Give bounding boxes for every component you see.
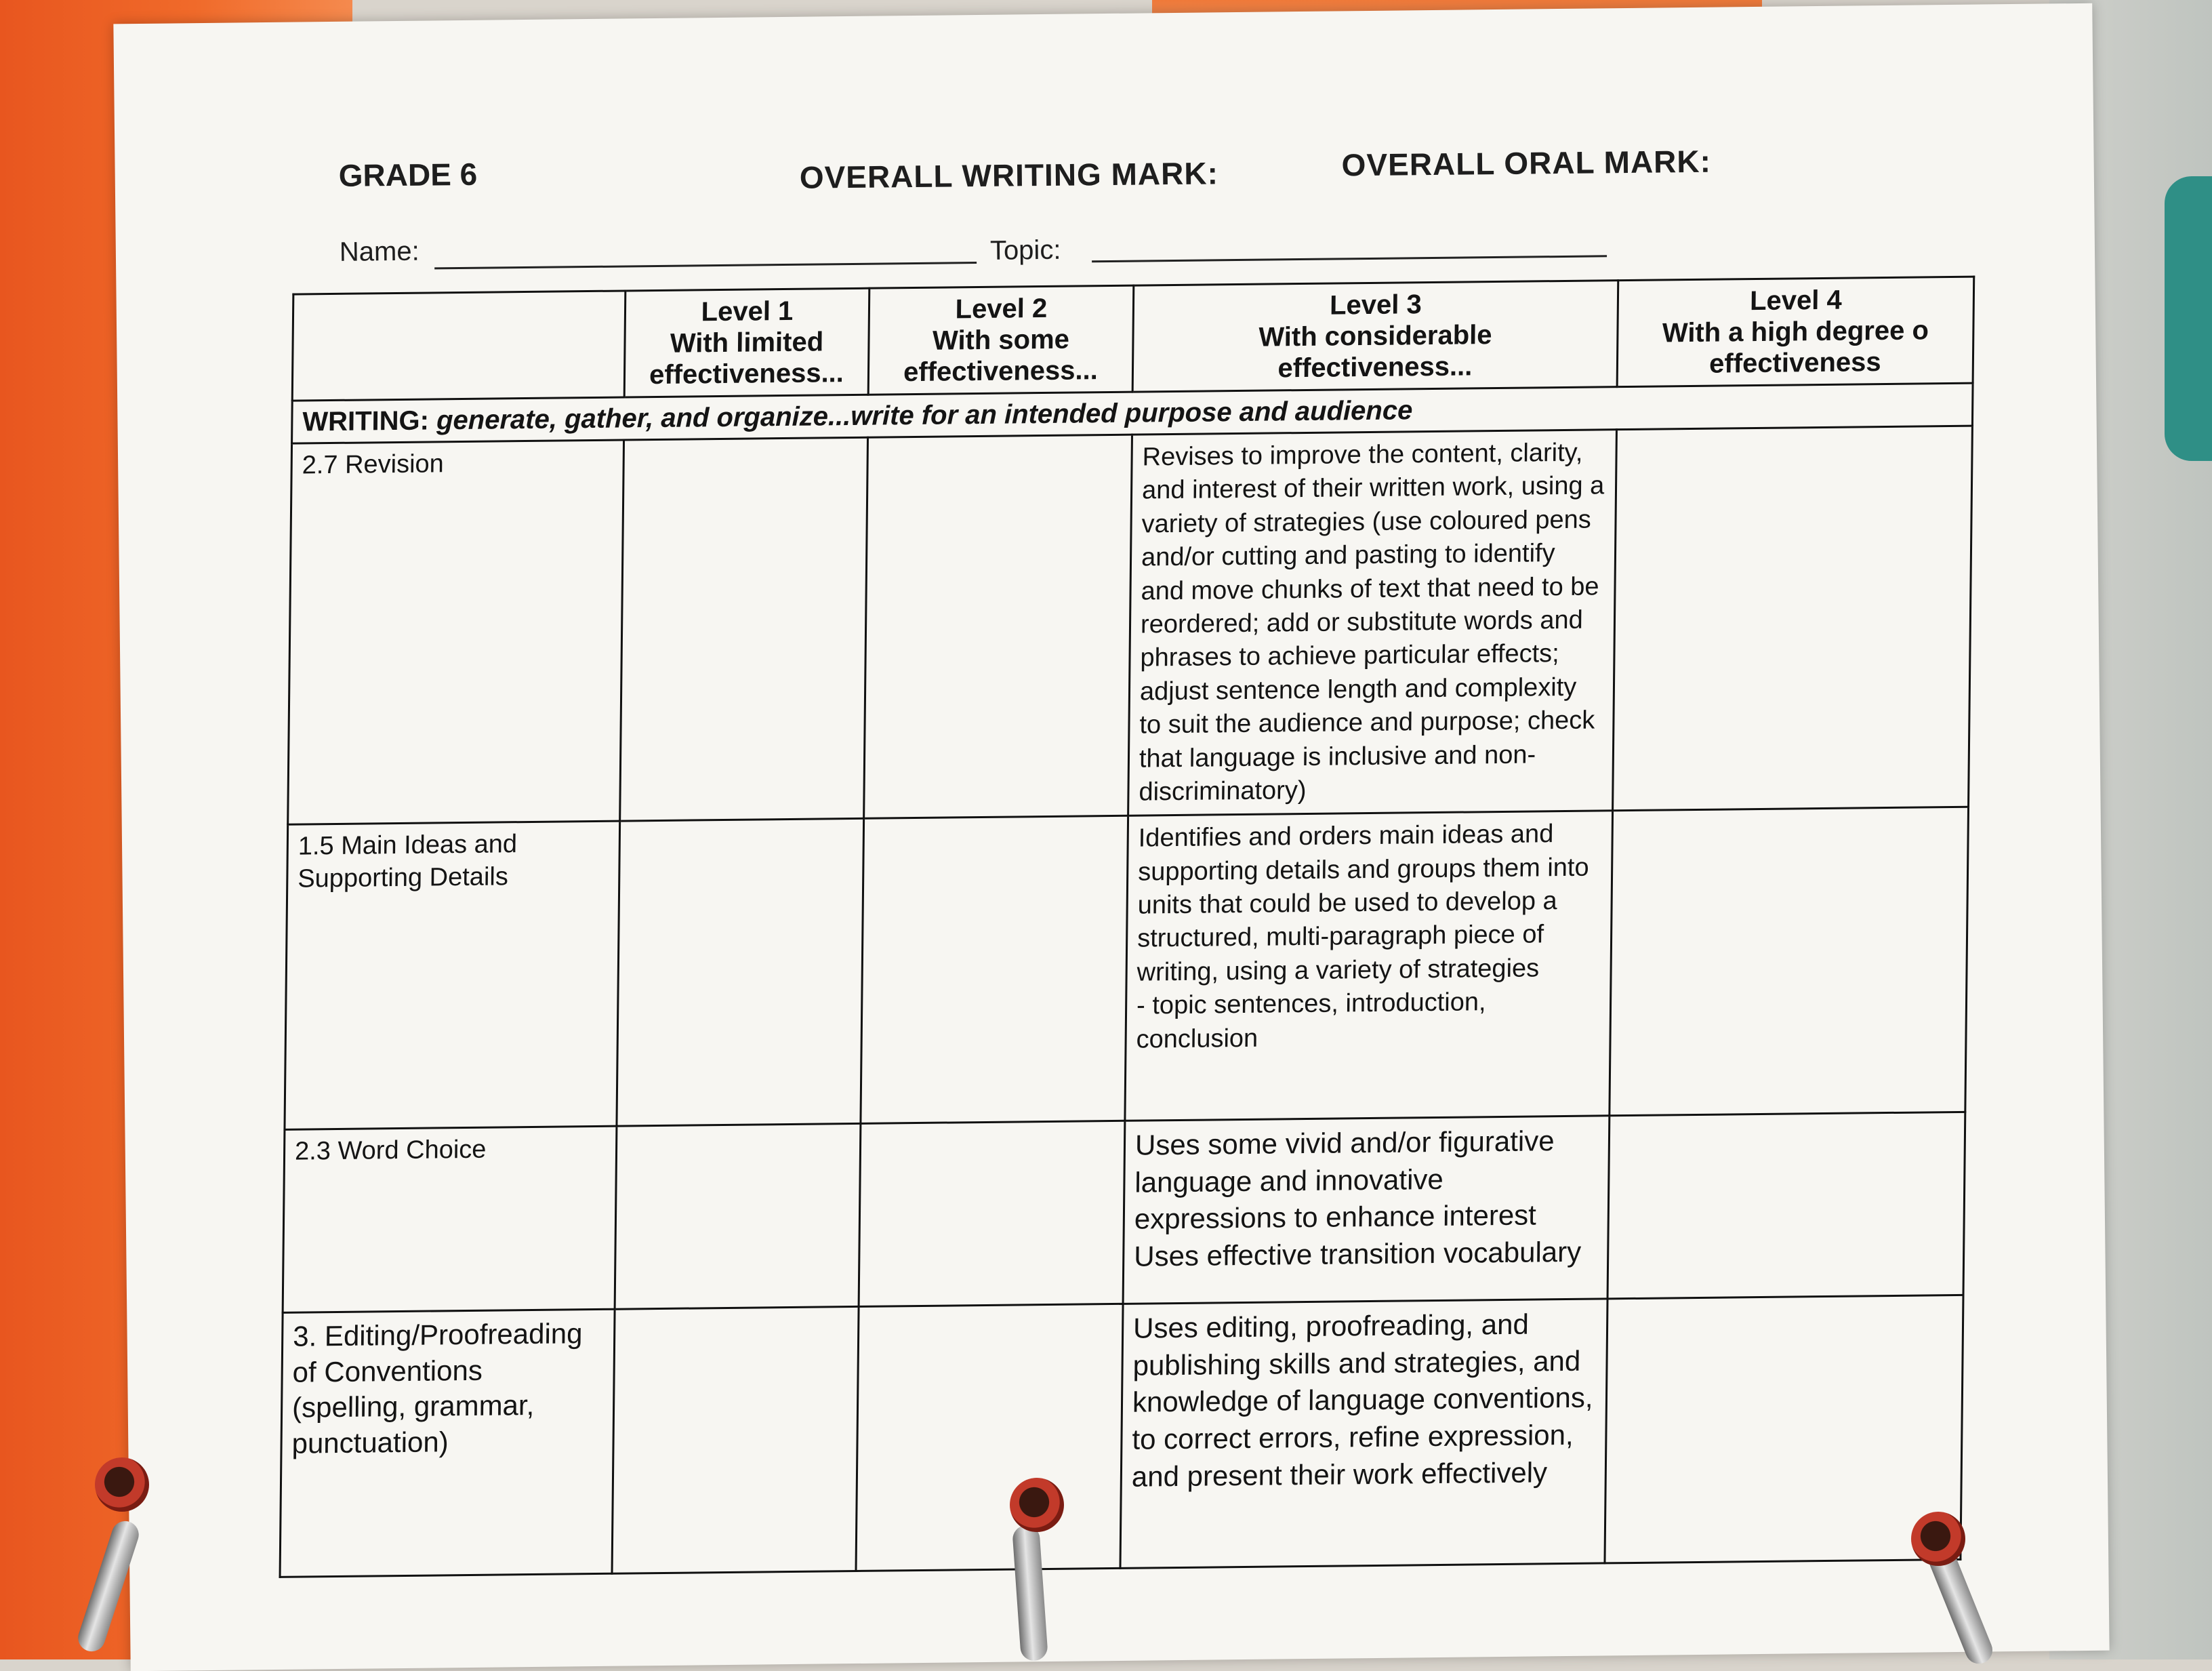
criterion-cell: 2.7 Revision xyxy=(288,440,624,825)
rubric-page xyxy=(113,3,2109,1671)
criterion-cell: 3. Editing/Proofreading of Conventions (spelling, grammar, punctuation) xyxy=(280,1310,615,1577)
grade-label: GRADE 6 xyxy=(338,156,478,193)
section-text: generate, gather, and organize...write for an intended purpose and audience xyxy=(436,395,1413,436)
level4-cell[interactable] xyxy=(1607,1112,1965,1300)
writing-mark-label: OVERALL WRITING MARK: xyxy=(799,155,1219,195)
criterion-header xyxy=(292,291,626,401)
level2-header: Level 2 With some effectiveness... xyxy=(868,285,1134,395)
binder-ring-hole-middle xyxy=(1010,1478,1064,1532)
level4-cell[interactable] xyxy=(1610,807,1969,1116)
section-prefix: WRITING: xyxy=(302,405,430,437)
table-row xyxy=(283,1112,1965,1313)
oral-mark-label: OVERALL ORAL MARK: xyxy=(1341,143,1712,183)
level2-cell[interactable] xyxy=(859,1121,1125,1307)
level1-cell[interactable] xyxy=(620,437,868,821)
table-row xyxy=(280,1295,1963,1577)
level3-header: Level 3 With considerable effectiveness... xyxy=(1132,281,1618,392)
criterion-cell: 1.5 Main Ideas and Supporting Details xyxy=(285,821,620,1129)
level2-cell[interactable] xyxy=(856,1304,1123,1571)
rubric-table xyxy=(279,276,1975,1579)
level1-header: Level 1 With limited effectiveness... xyxy=(624,288,869,397)
name-label: Name: xyxy=(339,236,419,267)
level4-cell[interactable] xyxy=(1605,1295,1963,1564)
topic-line[interactable] xyxy=(1092,255,1607,262)
level4-cell[interactable] xyxy=(1613,426,1973,811)
level1-cell[interactable] xyxy=(612,1307,859,1574)
level1-cell[interactable] xyxy=(617,819,864,1127)
name-line[interactable] xyxy=(434,262,977,269)
level2-cell[interactable] xyxy=(864,435,1132,818)
level3-cell: Revises to improve the content, clarity, and interest of their written work, using a variety of strategies (use coloured pens and/or cutting and pasting to identify and move chunks of text that need to be reordered; add or substitute words and phrases to achieve particular effects; adjust sentence length and complexity to suit the audience and purpose; check that language is inclusive and non-discriminatory) xyxy=(1128,430,1617,816)
binder-ring-hole-right xyxy=(1911,1512,1965,1566)
name-topic-row xyxy=(340,221,1899,278)
table-row xyxy=(285,807,1969,1130)
table-row xyxy=(288,426,1973,824)
level1-cell[interactable] xyxy=(615,1124,861,1310)
level3-cell: Uses some vivid and/or figurative language and innovative expressions to enhance interest Uses effective transition vocabulary xyxy=(1123,1116,1610,1304)
level4-header: Level 4 With a high degree o effectiveness xyxy=(1617,277,1974,387)
binder-ring-hole-left xyxy=(95,1457,149,1512)
criterion-cell: 2.3 Word Choice xyxy=(283,1126,617,1312)
level3-cell: Uses editing, proofreading, and publishing skills and strategies, and knowledge of language conventions, to correct errors, refine expression, and present their work effectively xyxy=(1120,1299,1607,1569)
level2-cell[interactable] xyxy=(861,816,1128,1124)
teal-object xyxy=(2165,176,2212,461)
header-row xyxy=(292,277,1974,401)
page-header xyxy=(338,141,1898,212)
topic-label: Topic: xyxy=(989,235,1061,266)
level3-cell: Identifies and orders main ideas and supporting details and groups them into units that could be used to develop a structured, multi-paragraph piece of writing, using a variety of strategies - topic sentences, introduction, conclusion xyxy=(1125,811,1613,1121)
